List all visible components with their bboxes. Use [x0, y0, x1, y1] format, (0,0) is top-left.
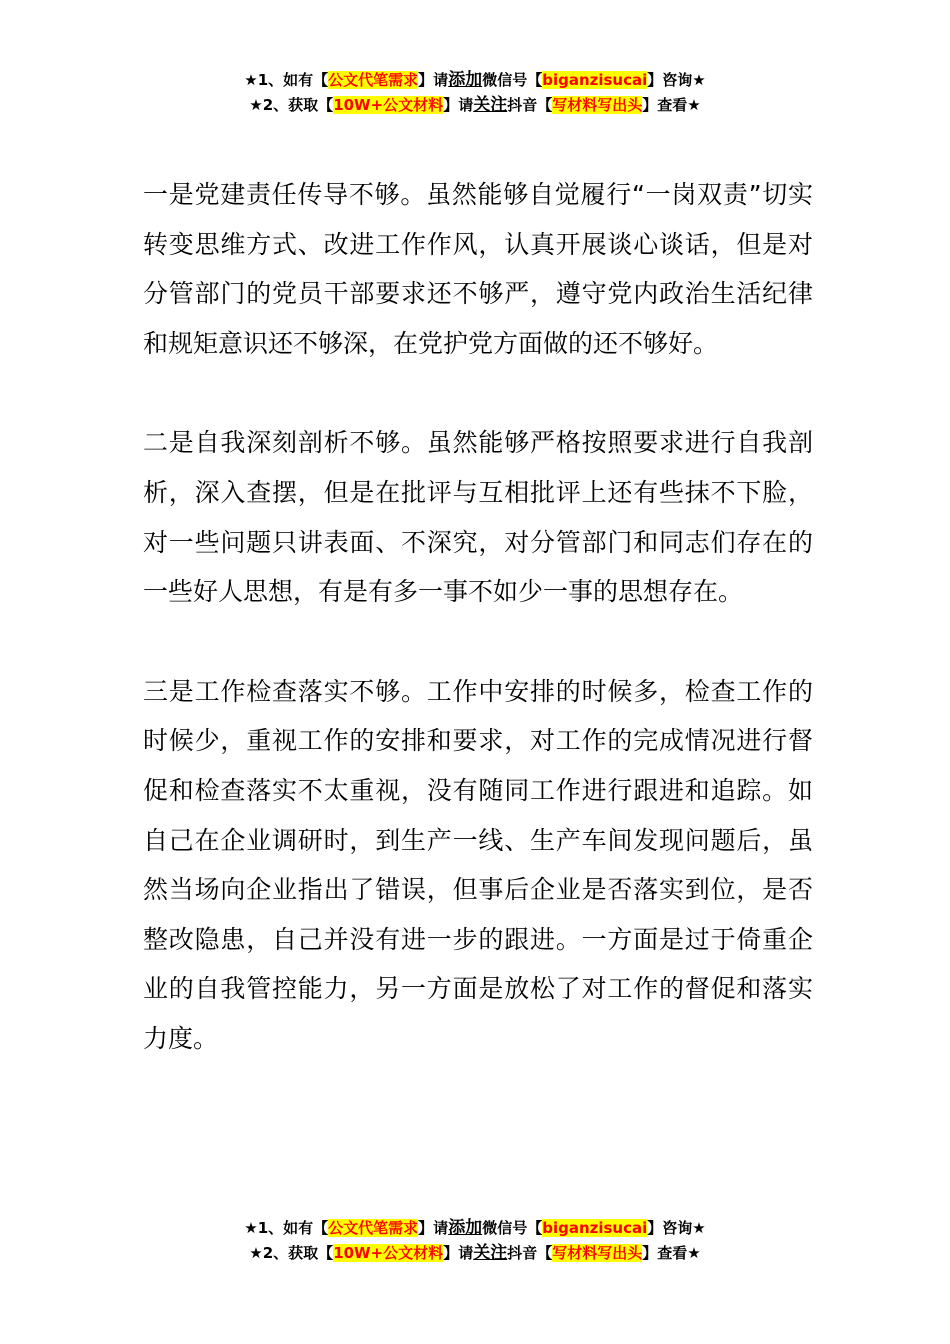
- underlined-add: 添加: [448, 1218, 483, 1238]
- footer-banner: [0, 1216, 950, 1266]
- highlight-ghostwriting-service: 公文代笔需求: [328, 71, 419, 89]
- highlight-materials: 10W+公文材料: [333, 1244, 444, 1262]
- banner-text: 微信号【: [482, 71, 543, 89]
- underlined-follow: 关注: [473, 1243, 508, 1263]
- banner-text: 抖音【: [507, 1244, 553, 1262]
- highlight-douyin-account: 写材料写出头: [552, 1244, 643, 1262]
- document-body: [143, 170, 813, 1114]
- highlight-materials: 10W+公文材料: [333, 96, 444, 114]
- banner-text: 】咨询★: [647, 71, 706, 89]
- highlight-ghostwriting-service: 公文代笔需求: [328, 1219, 419, 1237]
- banner-text: ★2、获取【: [249, 1244, 334, 1262]
- banner-text: 抖音【: [507, 96, 553, 114]
- paragraph-1: 一是党建责任传导不够。虽然能够自觉履行“一岗双责”切实转变思维方式、改进工作作风，认真开展谈心谈话，但是对分管部门的党员干部要求还不够严，遵守党内政治生活纪律和规矩意识还不够深，在党护党方面做的还不够好。: [143, 180, 813, 358]
- underlined-follow: 关注: [473, 95, 508, 115]
- banner-text: 】查看★: [642, 96, 701, 114]
- header-banner: [0, 68, 950, 118]
- banner-text: 】请: [418, 1219, 449, 1237]
- banner-line-2: [0, 1241, 950, 1266]
- banner-line-1: [0, 1216, 950, 1241]
- underlined-add: 添加: [448, 70, 483, 90]
- banner-text: 】请: [443, 96, 474, 114]
- banner-line-2: [0, 93, 950, 118]
- banner-text: ★2、获取【: [249, 96, 334, 114]
- paragraph-2: 二是自我深刻剖析不够。虽然能够严格按照要求进行自我剖析，深入查摆，但是在批评与互相批评上还有些抹不下脸，对一些问题只讲表面、不深究，对分管部门和同志们存在的一些好人思想，有是有多一事不如少一事的思想存在。: [143, 428, 813, 607]
- highlight-wechat-id: biganzisucai: [542, 1219, 648, 1237]
- banner-text: ★1、如有【: [244, 1219, 329, 1237]
- banner-text: 】咨询★: [647, 1219, 706, 1237]
- banner-text: 】查看★: [642, 1244, 701, 1262]
- banner-text: 】请: [418, 71, 449, 89]
- banner-line-1: [0, 68, 950, 93]
- highlight-douyin-account: 写材料写出头: [552, 96, 643, 114]
- banner-text: 】请: [443, 1244, 474, 1262]
- highlight-wechat-id: biganzisucai: [542, 71, 648, 89]
- paragraph-3: 三是工作检查落实不够。工作中安排的时候多，检查工作的时候少，重视工作的安排和要求，对工作的完成情况进行督促和检查落实不太重视，没有随同工作进行跟进和追踪。如自己在企业调研时，到生产一线、生产车间发现问题后，虽然当场向企业指出了错误，但事后企业是否落实到位，是否整改隐患，自己并没有进一步的跟进。一方面是过于倚重企业的自我管控能力，另一方面是放松了对工作的督促和落实力度。: [143, 676, 813, 1053]
- banner-text: 微信号【: [482, 1219, 543, 1237]
- banner-text: ★1、如有【: [244, 71, 329, 89]
